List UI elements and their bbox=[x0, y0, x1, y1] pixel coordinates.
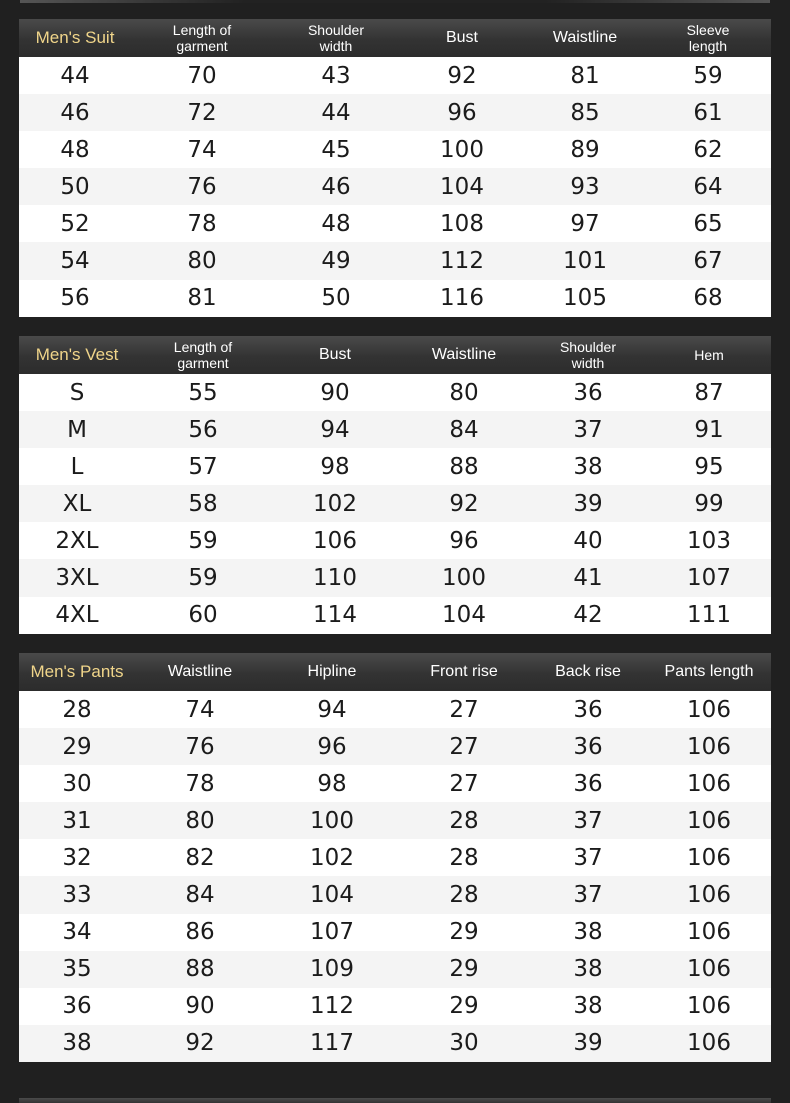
table-row bbox=[19, 131, 771, 168]
table-cell: 50 bbox=[321, 285, 351, 312]
table-cell: 100 bbox=[442, 565, 486, 592]
table-cell: 104 bbox=[442, 602, 486, 629]
table-cell: 32 bbox=[62, 844, 92, 871]
table-cell: 38 bbox=[573, 919, 603, 946]
table-cell: 48 bbox=[321, 210, 351, 237]
table-cell: 34 bbox=[62, 919, 92, 946]
table-cell: 45 bbox=[321, 136, 351, 163]
table-cell: 106 bbox=[687, 993, 731, 1020]
table-cell: 96 bbox=[449, 527, 479, 554]
table-row bbox=[19, 374, 771, 411]
table-cell: 106 bbox=[687, 919, 731, 946]
table-body bbox=[19, 691, 771, 1062]
table-row bbox=[19, 691, 771, 728]
table-cell: 106 bbox=[313, 527, 357, 554]
table-body bbox=[19, 374, 771, 634]
table-cell: 99 bbox=[694, 490, 724, 517]
column-header: Waistline bbox=[431, 346, 497, 363]
table-cell: 117 bbox=[310, 1030, 354, 1057]
table-cell: 48 bbox=[60, 136, 90, 163]
table-cell: 106 bbox=[687, 1030, 731, 1057]
table-row bbox=[19, 280, 771, 317]
table-cell: 29 bbox=[62, 733, 92, 760]
table-cell: 57 bbox=[188, 453, 218, 480]
pants-size-table bbox=[19, 653, 771, 1062]
table-cell: 106 bbox=[687, 770, 731, 797]
table-cell: 84 bbox=[449, 416, 479, 443]
table-cell: 56 bbox=[188, 416, 218, 443]
table-title: Men's Suit bbox=[35, 28, 115, 47]
table-cell: 29 bbox=[449, 919, 479, 946]
table-title: Men's Vest bbox=[35, 345, 119, 364]
table-cell: 27 bbox=[449, 770, 479, 797]
column-header: Pants length bbox=[664, 663, 754, 680]
table-cell: 92 bbox=[185, 1030, 215, 1057]
table-cell: 110 bbox=[313, 565, 357, 592]
table-row bbox=[19, 597, 771, 634]
table-cell: 81 bbox=[570, 62, 600, 89]
table-cell: 97 bbox=[570, 210, 600, 237]
table-cell: 4XL bbox=[55, 602, 99, 629]
table-cell: 74 bbox=[187, 136, 217, 163]
table-row bbox=[19, 485, 771, 522]
table-cell: 37 bbox=[573, 416, 603, 443]
table-cell: 49 bbox=[321, 248, 351, 275]
table-cell: 109 bbox=[310, 956, 354, 983]
table-row bbox=[19, 448, 771, 485]
table-cell: 2XL bbox=[55, 527, 99, 554]
column-header: Length of garment bbox=[172, 22, 232, 54]
table-cell: 108 bbox=[440, 210, 484, 237]
table-cell: 94 bbox=[317, 696, 347, 723]
table-cell: 114 bbox=[313, 602, 357, 629]
table-title: Men's Pants bbox=[30, 662, 124, 681]
table-cell: 100 bbox=[310, 807, 354, 834]
table-row bbox=[19, 205, 771, 242]
table-cell: 89 bbox=[570, 136, 600, 163]
column-header: Hem bbox=[694, 347, 724, 363]
table-cell: 50 bbox=[60, 173, 90, 200]
table-cell: 55 bbox=[188, 379, 218, 406]
table-cell: 65 bbox=[693, 210, 723, 237]
table-cell: 87 bbox=[694, 379, 724, 406]
table-row bbox=[19, 559, 771, 596]
column-header: Front rise bbox=[430, 663, 498, 680]
table-cell: 111 bbox=[687, 602, 731, 629]
column-header: Bust bbox=[318, 346, 351, 363]
column-header: Waistline bbox=[552, 29, 618, 46]
table-cell: 54 bbox=[60, 248, 90, 275]
table-cell: 105 bbox=[563, 285, 607, 312]
table-cell: 95 bbox=[694, 453, 724, 480]
table-cell: 36 bbox=[573, 733, 603, 760]
table-cell: 112 bbox=[310, 993, 354, 1020]
table-row bbox=[19, 168, 771, 205]
column-header: Waistline bbox=[167, 663, 233, 680]
table-cell: 74 bbox=[185, 696, 215, 723]
column-header: Length of garment bbox=[173, 339, 233, 371]
table-cell: 61 bbox=[693, 99, 723, 126]
table-cell: 80 bbox=[187, 248, 217, 275]
table-cell: 80 bbox=[449, 379, 479, 406]
table-row bbox=[19, 951, 771, 988]
table-cell: 31 bbox=[62, 807, 92, 834]
table-row bbox=[19, 94, 771, 131]
table-cell: 80 bbox=[185, 807, 215, 834]
table-cell: 29 bbox=[449, 956, 479, 983]
table-cell: S bbox=[69, 379, 85, 406]
table-cell: 106 bbox=[687, 844, 731, 871]
table-cell: 43 bbox=[321, 62, 351, 89]
table-cell: 90 bbox=[185, 993, 215, 1020]
table-cell: 41 bbox=[573, 565, 603, 592]
table-cell: 84 bbox=[185, 882, 215, 909]
suit-size-table bbox=[19, 19, 771, 317]
table-cell: 3XL bbox=[55, 565, 99, 592]
table-cell: 46 bbox=[60, 99, 90, 126]
table-row bbox=[19, 988, 771, 1025]
column-header: Sleeve length bbox=[686, 22, 730, 54]
table-row bbox=[19, 914, 771, 951]
vest-size-table bbox=[19, 336, 771, 634]
table-cell: 88 bbox=[185, 956, 215, 983]
table-cell: 82 bbox=[185, 844, 215, 871]
table-cell: 36 bbox=[573, 696, 603, 723]
table-cell: 96 bbox=[447, 99, 477, 126]
table-cell: 28 bbox=[62, 696, 92, 723]
table-cell: 33 bbox=[62, 882, 92, 909]
table-cell: 76 bbox=[187, 173, 217, 200]
table-cell: 106 bbox=[687, 733, 731, 760]
table-cell: 36 bbox=[573, 770, 603, 797]
table-cell: 106 bbox=[687, 696, 731, 723]
column-header: Hipline bbox=[307, 663, 357, 680]
table-cell: 92 bbox=[447, 62, 477, 89]
table-cell: 85 bbox=[570, 99, 600, 126]
table-cell: 68 bbox=[693, 285, 723, 312]
table-header-row bbox=[19, 653, 771, 691]
table-cell: 28 bbox=[449, 844, 479, 871]
table-cell: 106 bbox=[687, 882, 731, 909]
table-cell: 46 bbox=[321, 173, 351, 200]
table-cell: 30 bbox=[449, 1030, 479, 1057]
table-row bbox=[19, 765, 771, 802]
table-cell: 98 bbox=[317, 770, 347, 797]
table-cell: 38 bbox=[62, 1030, 92, 1057]
table-row bbox=[19, 802, 771, 839]
table-cell: 37 bbox=[573, 807, 603, 834]
table-cell: L bbox=[70, 453, 84, 480]
table-cell: 72 bbox=[187, 99, 217, 126]
table-cell: 60 bbox=[188, 602, 218, 629]
table-row bbox=[19, 1025, 771, 1062]
table-cell: 59 bbox=[693, 62, 723, 89]
table-cell: 36 bbox=[62, 993, 92, 1020]
table-cell: 93 bbox=[570, 173, 600, 200]
table-cell: 27 bbox=[449, 696, 479, 723]
table-cell: 37 bbox=[573, 844, 603, 871]
table-cell: 107 bbox=[687, 565, 731, 592]
next-table-header-strip bbox=[19, 1098, 771, 1103]
table-row bbox=[19, 57, 771, 94]
table-cell: 100 bbox=[440, 136, 484, 163]
table-cell: 36 bbox=[573, 379, 603, 406]
column-header: Shoulder width bbox=[559, 339, 617, 371]
table-cell: 92 bbox=[449, 490, 479, 517]
table-cell: 35 bbox=[62, 956, 92, 983]
table-cell: 112 bbox=[440, 248, 484, 275]
table-cell: 28 bbox=[449, 807, 479, 834]
table-cell: 42 bbox=[573, 602, 603, 629]
table-header-row bbox=[19, 19, 771, 57]
table-header-row bbox=[19, 336, 771, 374]
table-cell: 28 bbox=[449, 882, 479, 909]
table-body bbox=[19, 57, 771, 317]
table-cell: 104 bbox=[440, 173, 484, 200]
table-cell: 44 bbox=[321, 99, 351, 126]
table-cell: 39 bbox=[573, 1030, 603, 1057]
table-cell: 59 bbox=[188, 565, 218, 592]
table-cell: 98 bbox=[320, 453, 350, 480]
table-cell: 90 bbox=[320, 379, 350, 406]
table-row bbox=[19, 242, 771, 279]
column-header: Bust bbox=[445, 29, 478, 46]
column-header: Shoulder width bbox=[307, 22, 365, 54]
table-row bbox=[19, 876, 771, 913]
table-cell: 62 bbox=[693, 136, 723, 163]
table-cell: 38 bbox=[573, 956, 603, 983]
table-cell: M bbox=[67, 416, 87, 443]
table-cell: 104 bbox=[310, 882, 354, 909]
table-cell: 56 bbox=[60, 285, 90, 312]
table-cell: 40 bbox=[573, 527, 603, 554]
table-cell: 67 bbox=[693, 248, 723, 275]
table-cell: 102 bbox=[310, 844, 354, 871]
table-cell: 86 bbox=[185, 919, 215, 946]
table-row bbox=[19, 411, 771, 448]
table-cell: 37 bbox=[573, 882, 603, 909]
table-cell: 91 bbox=[694, 416, 724, 443]
table-cell: 102 bbox=[313, 490, 357, 517]
table-cell: 96 bbox=[317, 733, 347, 760]
table-cell: 88 bbox=[449, 453, 479, 480]
table-cell: 116 bbox=[440, 285, 484, 312]
table-row bbox=[19, 522, 771, 559]
top-divider bbox=[20, 0, 770, 3]
table-row bbox=[19, 839, 771, 876]
table-row bbox=[19, 728, 771, 765]
column-header: Back rise bbox=[555, 663, 621, 680]
table-cell: 103 bbox=[687, 527, 731, 554]
table-cell: 101 bbox=[563, 248, 607, 275]
table-cell: 27 bbox=[449, 733, 479, 760]
table-cell: XL bbox=[62, 490, 92, 517]
table-cell: 70 bbox=[187, 62, 217, 89]
table-cell: 64 bbox=[693, 173, 723, 200]
table-cell: 30 bbox=[62, 770, 92, 797]
table-cell: 76 bbox=[185, 733, 215, 760]
table-cell: 106 bbox=[687, 807, 731, 834]
table-cell: 59 bbox=[188, 527, 218, 554]
table-cell: 52 bbox=[60, 210, 90, 237]
table-cell: 78 bbox=[187, 210, 217, 237]
table-cell: 94 bbox=[320, 416, 350, 443]
table-cell: 44 bbox=[60, 62, 90, 89]
table-cell: 38 bbox=[573, 993, 603, 1020]
table-cell: 81 bbox=[187, 285, 217, 312]
table-cell: 58 bbox=[188, 490, 218, 517]
table-cell: 39 bbox=[573, 490, 603, 517]
table-cell: 107 bbox=[310, 919, 354, 946]
table-cell: 29 bbox=[449, 993, 479, 1020]
table-cell: 78 bbox=[185, 770, 215, 797]
table-cell: 106 bbox=[687, 956, 731, 983]
table-cell: 38 bbox=[573, 453, 603, 480]
